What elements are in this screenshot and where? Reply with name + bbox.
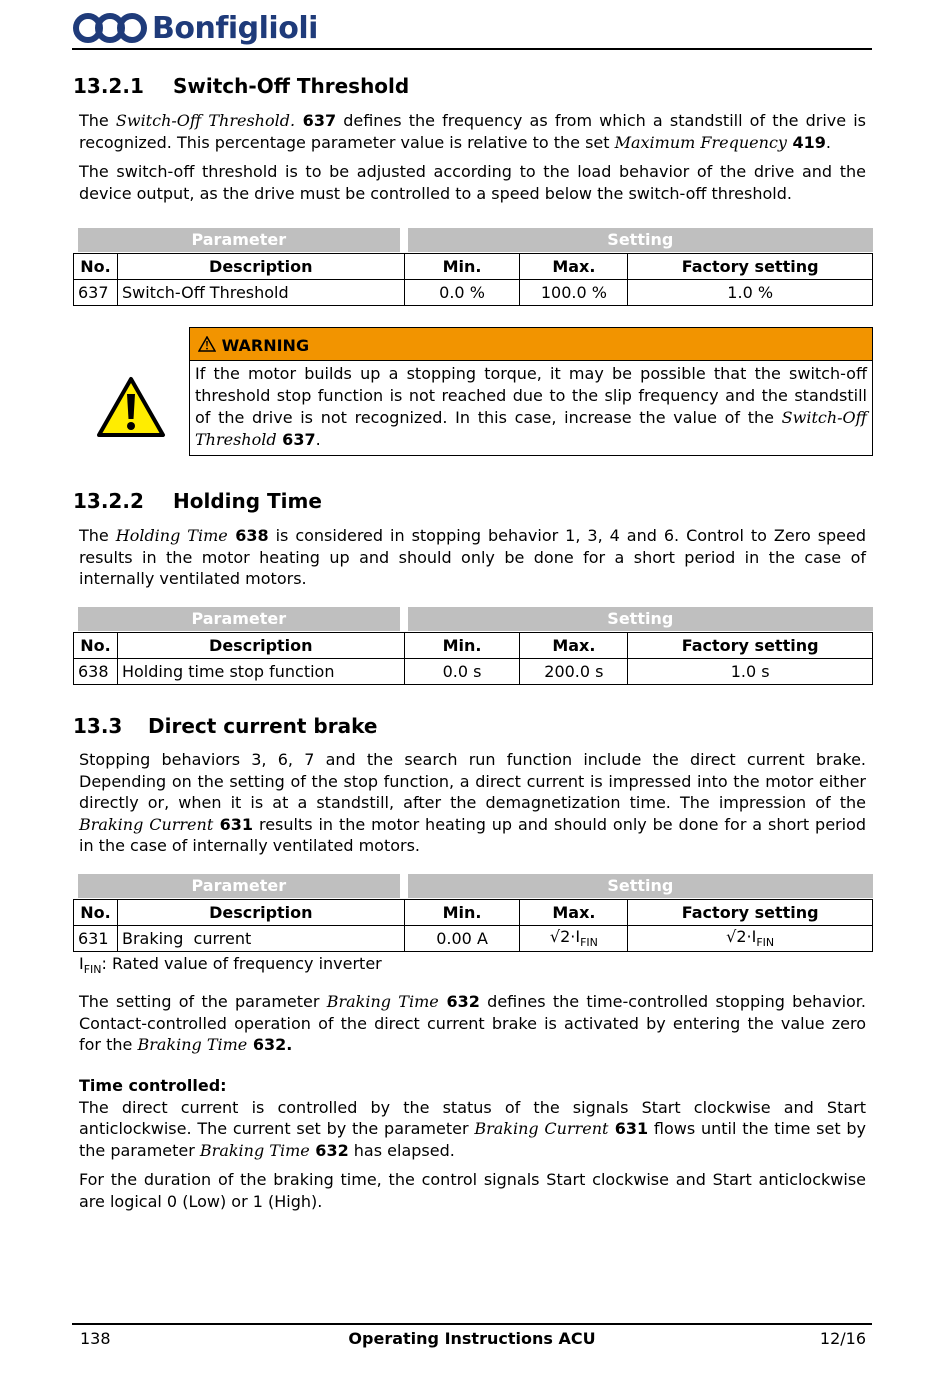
table-row (74, 280, 873, 306)
section-number: 13.2.1 (73, 74, 144, 98)
logo-text: Bonfiglioli (152, 10, 318, 46)
col-header-factory: Factory setting (628, 900, 873, 926)
col-header-no: No. (74, 633, 118, 659)
paragraph: For the duration of the braking time, the control signals Start clockwise and Start anticlockwise are logical 0 (Low) or 1 (High). (79, 1170, 866, 1211)
warning-text: If the motor builds up a stopping torque, it may be possible that the switch-off threshold stop function is not reached due to the slip frequency and the standstill of the drive is not recognized. In this case, increase the value of the Switch-Off Threshold 637. (195, 364, 867, 449)
parameter-table (73, 227, 873, 306)
cell-min: 0.00 A (404, 926, 520, 952)
footer-title: Operating Instructions ACU (348, 1329, 596, 1348)
table-group-header: Setting (408, 874, 872, 898)
col-header-min: Min. (404, 254, 520, 280)
cell-description: Braking current (117, 926, 404, 952)
section-number: 13.3 (73, 714, 123, 738)
warning-header (190, 328, 872, 361)
paragraph: Time controlled: The direct current is controlled by the status of the signals Start clockwise and Start anticlockwise. The current set by the parameter Braking Current 631 flows until the time set by the parameter Braking Time 632 has elapsed. (79, 1076, 867, 1160)
cell-max: 100.0 % (520, 280, 628, 306)
parameter-table (73, 606, 873, 685)
bonfiglioli-logo-icon (72, 10, 148, 46)
page-header (72, 8, 872, 50)
col-header-max: Max. (520, 900, 628, 926)
table-note: $I_{FIN}$: Rated value of frequency inverter (79, 954, 382, 977)
cell-min: 0.0 % (404, 280, 520, 306)
paragraph: The setting of the parameter Braking Time 632 defines the time-controlled stopping behavior. Contact-controlled operation of the direct current brake is activated by entering the value zero for the Braking Time 632. (79, 992, 867, 1054)
col-header-no: No. (74, 254, 118, 280)
col-header-min: Min. (404, 633, 520, 659)
cell-no: 638 (74, 659, 118, 685)
warning-box (189, 327, 873, 456)
section-heading (73, 489, 322, 513)
col-header-description: Description (117, 254, 404, 280)
col-header-description: Description (117, 900, 404, 926)
table-row (74, 659, 873, 685)
page-footer (72, 1323, 872, 1348)
col-header-factory: Factory setting (628, 254, 873, 280)
cell-max: 200.0 s (520, 659, 628, 685)
warning-triangle-icon (96, 376, 166, 438)
cell-description: Switch-Off Threshold (117, 280, 404, 306)
logo (72, 10, 318, 46)
col-header-max: Max. (520, 633, 628, 659)
col-header-max: Max. (520, 254, 628, 280)
section-title: Switch-Off Threshold (173, 74, 410, 98)
warning-small-icon (198, 336, 216, 352)
footer-date: 12/16 (819, 1329, 866, 1348)
section-heading (73, 714, 377, 738)
col-header-min: Min. (404, 900, 520, 926)
paragraph: The Switch-Off Threshold. 637 defines the frequency as from which a standstill of the drive is recognized. This percentage parameter value is relative to the set Maximum Frequency 419. (79, 111, 867, 152)
col-header-factory: Factory setting (628, 633, 873, 659)
section-title: Direct current brake (148, 714, 378, 738)
col-header-no: No. (74, 900, 118, 926)
cell-factory: 1.0 % (628, 280, 873, 306)
paragraph: The Holding Time 638 is considered in stopping behavior 1, 3, 4 and 6. Control to Zero speed results in the motor heating up and should only be done for a short period in the case of internally ventilated motors. (79, 526, 867, 588)
page-number: 138 (80, 1329, 111, 1348)
cell-no: 637 (74, 280, 118, 306)
parameter-table (73, 873, 873, 952)
paragraph: The switch-off threshold is to be adjusted according to the load behavior of the drive and the device output, as the drive must be controlled to a speed below the switch-off threshold. (79, 162, 866, 203)
cell-factory: 1.0 s (628, 659, 873, 685)
table-group-header: Setting (408, 228, 872, 252)
cell-max: $√2\cdot I_{FIN}$ (520, 926, 628, 952)
paragraph: Stopping behaviors 3, 6, 7 and the search run function include the direct current brake. Depending on the setting of the stop function, a direct current is impressed into the motor either directly or, when it is at a standstill, after the demagnetization time. The impression of the Braking Current 631 results in the motor heating up and should only be done for a short period in the case of internally ventilated motors. (79, 750, 867, 855)
cell-no: 631 (74, 926, 118, 952)
subheading: Time controlled: (79, 1076, 227, 1095)
section-title: Holding Time (173, 489, 322, 513)
warning-title: WARNING (221, 336, 310, 355)
table-group-header: Parameter (78, 874, 401, 898)
cell-factory: $√2\cdot I_{FIN}$ (628, 926, 873, 952)
table-group-header: Setting (408, 607, 872, 631)
cell-min: 0.0 s (404, 659, 520, 685)
section-number: 13.2.2 (73, 489, 144, 513)
section-heading (73, 74, 409, 98)
table-row (74, 926, 873, 952)
table-group-header: Parameter (78, 607, 401, 631)
table-group-header: Parameter (78, 228, 401, 252)
cell-description: Holding time stop function (117, 659, 404, 685)
col-header-description: Description (117, 633, 404, 659)
